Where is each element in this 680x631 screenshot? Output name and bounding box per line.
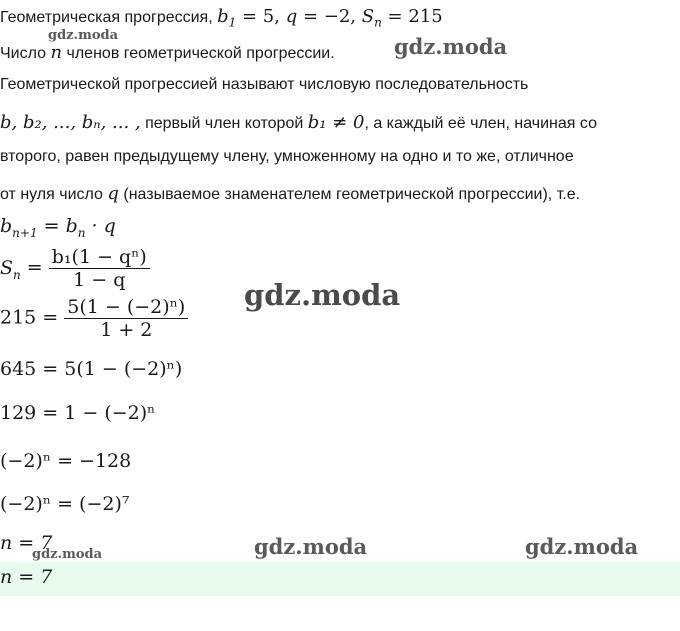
step-5: (−2)ⁿ = −128 (0, 450, 132, 472)
b1-symbol: $b_1$ (217, 6, 237, 30)
sum-fraction (49, 246, 150, 291)
definition-line-3: второго, равен предыдущему члену, умноженному на одно и то же, отличное (0, 148, 574, 165)
substitution-fraction (64, 296, 188, 341)
definition-line-4 (0, 183, 580, 204)
watermark-small-bottom: gdz.moda (32, 547, 103, 562)
definition-line-2 (0, 112, 597, 133)
answer-highlight (0, 562, 680, 596)
ratio-var: q (107, 183, 119, 204)
sum-denominator: 1 − q (73, 269, 126, 291)
answer: n = 7 (0, 566, 53, 588)
watermark-bottom-right: gdz.moda (525, 534, 639, 559)
task-var: n (50, 42, 63, 63)
q-value: = −2, (297, 6, 362, 27)
task-prefix: Число (0, 45, 51, 62)
s-value: = 215 (381, 6, 443, 27)
sequence-math: b, b₂, ..., bₙ, ... , (0, 112, 141, 133)
step-4: 129 = 1 − (−2)ⁿ (0, 402, 156, 424)
definition-line-1: Геометрической прогрессией называют числовую последовательность (0, 76, 529, 93)
sum-formula: $S_n$ = $\frac{\text{b₁(1 − qⁿ)}}{1 - q}$ (0, 246, 150, 291)
watermark-top-right: gdz.moda (394, 34, 508, 59)
recurrence-formula: $b_{n+1} = b_n \cdot q$ (0, 215, 116, 240)
substitution-numerator: 5(1 − (−2)ⁿ) (64, 296, 188, 319)
sum-numerator: b₁(1 − qⁿ) (49, 246, 150, 269)
substitution-step: 215 = $\frac{\text{5(1 − (−2)ⁿ)}}{1 + 2}$ (0, 296, 188, 341)
watermark-small-top: gdz.moda (48, 28, 119, 43)
watermark-center: gdz.moda (244, 278, 401, 312)
definition-text-a: первый член которой (140, 115, 308, 132)
substitution-denominator: 1 + 2 (100, 319, 153, 341)
definition-text-b: , а каждый её член, начиная со (364, 115, 597, 132)
definition-text-c: от нуля число (0, 186, 108, 203)
first-term-condition: b₁ ≠ 0 (307, 112, 365, 133)
watermark-bottom-center: gdz.moda (254, 534, 368, 559)
header-prefix: Геометрическая прогрессия, (0, 9, 218, 26)
task-statement (0, 42, 335, 63)
problem-header (0, 6, 443, 30)
step-3: 645 = 5(1 − (−2)ⁿ) (0, 358, 183, 380)
q-symbol: q (285, 6, 298, 27)
task-suffix: членов геометрической прогрессии. (62, 45, 335, 62)
step-6: (−2)ⁿ = (−2)⁷ (0, 493, 130, 515)
step-7: n = 7 (0, 532, 53, 554)
definition-text-d: (называемое знаменателем геометрической прогрессии), т.е. (118, 186, 581, 203)
b1-value: = 5, (236, 6, 286, 27)
s-symbol: $S_n$ (361, 6, 382, 30)
